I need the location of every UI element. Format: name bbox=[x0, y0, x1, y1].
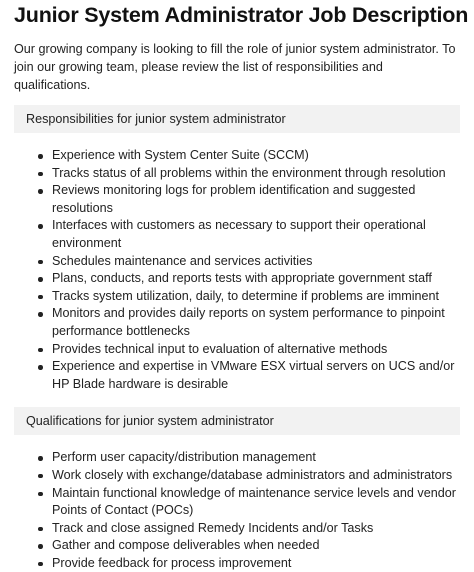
bullet-icon bbox=[38, 189, 43, 194]
list-item-text: Track and close assigned Remedy Incidents and/or Tasks bbox=[52, 520, 374, 535]
bullet-icon bbox=[38, 260, 43, 265]
list-item-text: Provide feedback for process improvement bbox=[52, 555, 292, 570]
list-item bbox=[38, 449, 460, 467]
qualifications-list bbox=[14, 449, 460, 572]
list-item bbox=[38, 270, 460, 288]
list-item bbox=[38, 182, 460, 217]
list-item bbox=[38, 341, 460, 359]
list-item bbox=[38, 358, 460, 393]
bullet-icon bbox=[38, 295, 43, 300]
list-item-text: Interfaces with customers as necessary to support their operational environment bbox=[52, 218, 426, 250]
list-item bbox=[38, 147, 460, 165]
list-item-text: Experience and expertise in VMware ESX virtual servers on UCS and/or HP Blade hardware is desirable bbox=[52, 359, 455, 391]
qualifications-header: Qualifications for junior system administrator bbox=[14, 407, 460, 435]
list-item-text: Tracks status of all problems within the environment through resolution bbox=[52, 165, 446, 180]
bullet-icon bbox=[38, 224, 43, 229]
list-item bbox=[38, 217, 460, 252]
bullet-icon bbox=[38, 562, 43, 567]
list-item-text: Maintain functional knowledge of maintenance service levels and vendor Points of Contact (POCs) bbox=[52, 485, 456, 518]
responsibilities-header: Responsibilities for junior system administrator bbox=[14, 105, 460, 133]
bullet-icon bbox=[38, 154, 43, 159]
intro-paragraph: Our growing company is looking to fill the role of junior system administrator. To join our growing team, please review the list of responsibilities and qualifications. bbox=[14, 42, 456, 92]
list-item-text: Perform user capacity/distribution management bbox=[52, 450, 316, 465]
bullet-icon bbox=[38, 527, 43, 532]
bullet-icon bbox=[38, 348, 43, 353]
list-item bbox=[38, 485, 460, 520]
list-item bbox=[38, 253, 460, 271]
responsibilities-list bbox=[14, 147, 460, 393]
bullet-icon bbox=[38, 277, 43, 282]
bullet-icon bbox=[38, 544, 43, 549]
list-item bbox=[38, 537, 460, 555]
list-item bbox=[38, 165, 460, 183]
list-item-text: Schedules maintenance and services activities bbox=[52, 253, 313, 268]
list-item-text: Monitors and provides daily reports on system performance to pinpoint performance bottlenecks bbox=[52, 306, 445, 338]
list-item-text: Gather and compose deliverables when needed bbox=[52, 538, 320, 553]
list-item bbox=[38, 288, 460, 306]
list-item-text: Experience with System Center Suite (SCCM) bbox=[52, 148, 309, 162]
bullet-icon bbox=[38, 456, 43, 461]
bullet-icon bbox=[38, 312, 43, 317]
list-item bbox=[38, 305, 460, 340]
list-item-text: Tracks system utilization, daily, to determine if problems are imminent bbox=[52, 288, 440, 303]
list-item bbox=[38, 467, 460, 485]
list-item bbox=[38, 555, 460, 572]
list-item-text: Work closely with exchange/database administrators and administrators bbox=[52, 467, 453, 482]
bullet-icon bbox=[38, 474, 43, 479]
list-item-text: Provides technical input to evaluation of alternative methods bbox=[52, 341, 388, 356]
list-item-text: Reviews monitoring logs for problem identification and suggested resolutions bbox=[52, 183, 416, 215]
list-item bbox=[38, 520, 460, 538]
bullet-icon bbox=[38, 492, 43, 497]
page-title: Junior System Administrator Job Description bbox=[14, 3, 469, 27]
bullet-icon bbox=[38, 172, 43, 177]
bullet-icon bbox=[38, 365, 43, 370]
list-item-text: Plans, conducts, and reports tests with appropriate government staff bbox=[52, 271, 432, 286]
